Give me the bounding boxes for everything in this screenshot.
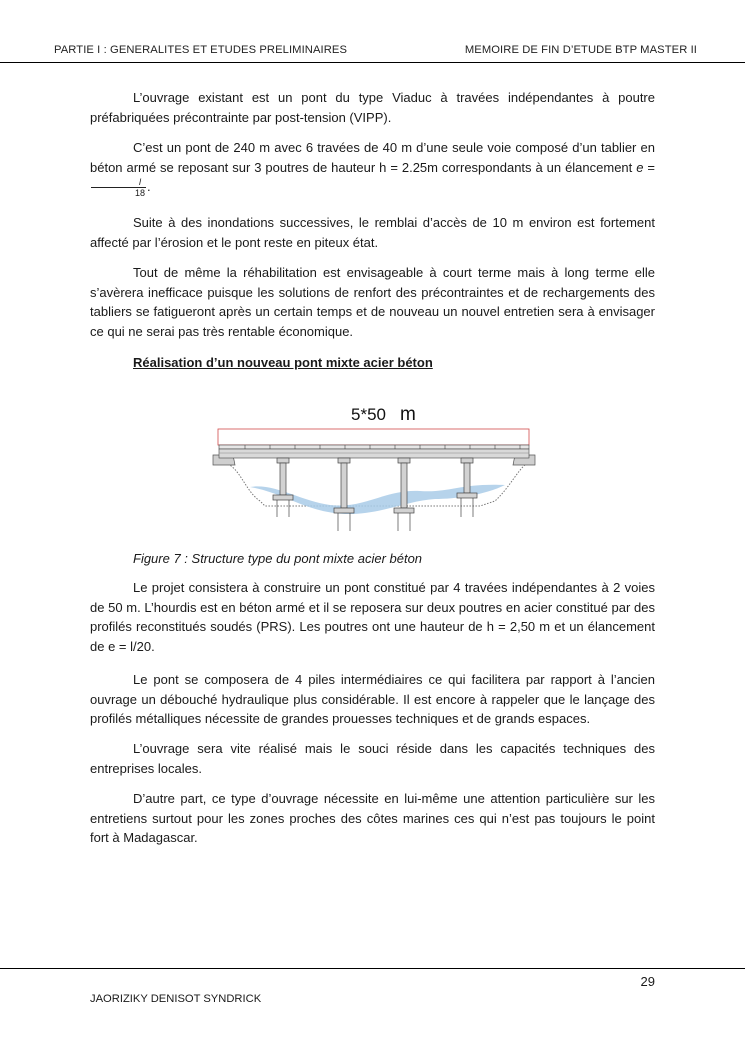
header-rule [0,62,745,63]
paragraph-2 [90,138,655,198]
paragraph-1: L’ouvrage existant est un pont du type Viaduc à travées indépendantes à poutre préfabriquées précontrainte par post-tension (VIPP). [90,90,655,125]
page-number: 29 [640,974,655,989]
paragraph-2-text: C’est un pont de 240 m avec 6 travées de 40 m d’une seule voie composé d’un tablier en béton armé se reposant sur 3 poutres de hauteur h = 2.25m correspondants à un élancement [90,140,655,175]
formula-numerator: l [91,177,146,188]
header-right: MEMOIRE DE FIN D’ETUDE BTP MASTER II [464,44,697,56]
formula-denominator: 18 [135,188,146,199]
paragraph-5: Le projet consistera à construire un pont constitué par 4 travées indépendantes à 2 voies de 50 m. L’hourdis est en béton armé et il se reposera sur deux poutres en acier constitué par des profilés reconstitués soudés (PRS). Les poutres ont une hauteur de h = 2,50 m et un élancement de e = l/20. [90,580,655,654]
paragraph-8: D’autre part, ce type d’ouvrage nécessite en lui-même une attention particulière sur les entretiens surtout pour les zones proches des côtes marines ces qui n’est pas toujours le point fort à Madagascar. [90,791,655,845]
formula-var: e [636,159,644,175]
figure-caption: Figure 7 : Structure type du pont mixte acier béton [133,551,423,566]
dimension-box [218,429,529,445]
paragraph-4: Tout de même la réhabilitation est envisageable à court terme mais à long terme elle s’avèrera inefficace puisque les solutions de renfort des précontraintes et de rechargements des tabliers se fatigueront après un certain temps et de nouveau un nouvel entretien sera à envisager ce qui ne serai pas très rentable économique. [90,265,655,339]
paragraph-2-end: . [147,179,151,194]
paragraph-6: Le pont se composera de 4 piles intermédiaires ce qui facilitera par rapport à l’ancien ouvrage un débouché hydraulique plus considérable. Il est encore à rappeler que le lançage des profilés métalliques nécessite de grandes prouesses techniques et de grands espaces. [90,672,655,726]
paragraph-3: Suite à des inondations successives, le remblai d’accès de 10 m environ est fortement affecté par l’érosion et le pont reste en piteux état. [90,215,655,250]
section-heading: Réalisation d’un nouveau pont mixte acier béton [133,355,433,370]
header-left: PARTIE I : GENERALITES ET ETUDES PRELIMINAIRES [54,44,348,56]
deck-slab [219,445,529,449]
formula-fraction [91,177,146,198]
pier-1 [273,458,293,517]
formula-eq: = [647,159,655,175]
bridge-figure [205,383,539,539]
pier-2 [334,458,354,531]
footer-rule [0,968,745,969]
span-unit: m [400,404,416,425]
footer-author: JAORIZIKY DENISOT SYNDRICK [90,993,262,1005]
deck-girder [219,449,529,458]
span-label: 5*50 [351,405,386,424]
paragraph-7: L’ouvrage sera vite réalisé mais le souci réside dans les capacités techniques des entreprises locales. [90,741,655,776]
